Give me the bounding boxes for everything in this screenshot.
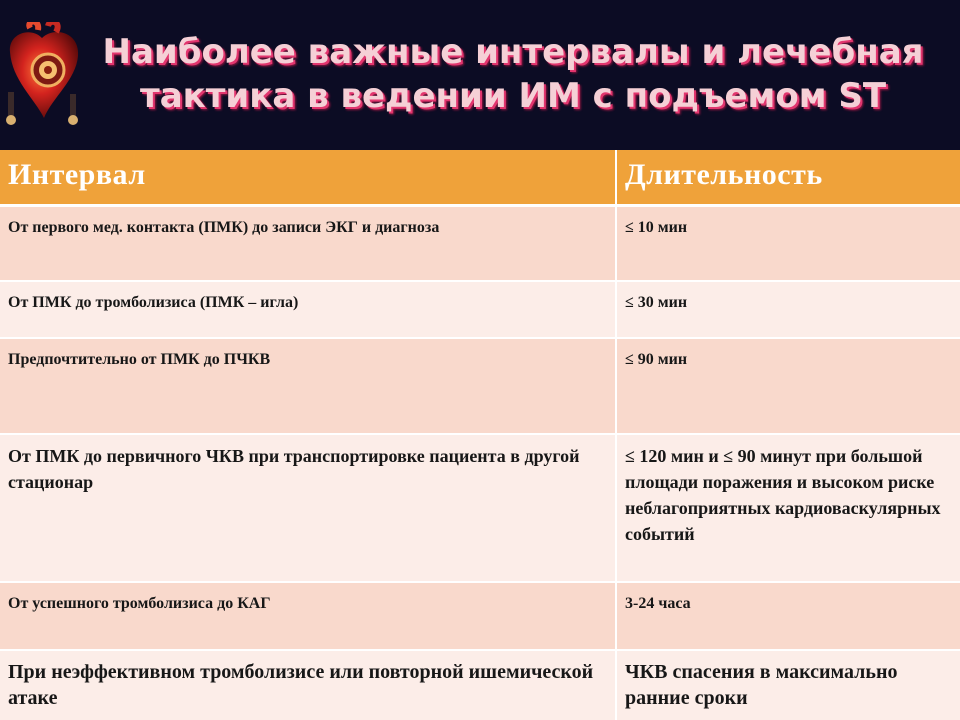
duration-cell: ≤ 30 мин [616,281,960,338]
interval-cell: От ПМК до тромболизиса (ПМК – игла) [0,281,616,338]
duration-cell: ≤ 10 мин [616,206,960,281]
column-header-duration: Длительность [616,150,960,206]
title-line-1: Наиболее важные интервалы и лечебная [102,32,924,72]
interval-cell: От первого мед. контакта (ПМК) до записи ЭКГ и диагноза [0,206,616,281]
table-row [0,434,960,582]
duration-cell: 3-24 часа [616,582,960,650]
table-row [0,338,960,434]
slide-header [0,0,960,150]
table-row [0,650,960,720]
title-line-2: тактика в ведении ИМ с подъемом ST [139,76,887,116]
duration-cell: ≤ 90 мин [616,338,960,434]
interval-cell: От ПМК до первичного ЧКВ при транспортировке пациента в другой стационар [0,434,616,582]
interval-cell: От успешного тромболизиса до КАГ [0,582,616,650]
page-title [78,30,948,118]
table-row [0,582,960,650]
column-header-interval: Интервал [0,150,616,206]
interval-cell: При неэффективном тромболизисе или повторной ишемической атаке [0,650,616,720]
table-row [0,206,960,281]
interval-cell: Предпочтительно от ПМК до ПЧКВ [0,338,616,434]
heart-image [0,22,86,130]
table-row [0,281,960,338]
intervals-table [0,150,960,720]
duration-cell: ≤ 120 мин и ≤ 90 минут при большой площади поражения и высоком риске неблагоприятных кардиоваскулярных событий [616,434,960,582]
duration-cell: ЧКВ спасения в максимально ранние сроки [616,650,960,720]
table-header-row [0,150,960,206]
